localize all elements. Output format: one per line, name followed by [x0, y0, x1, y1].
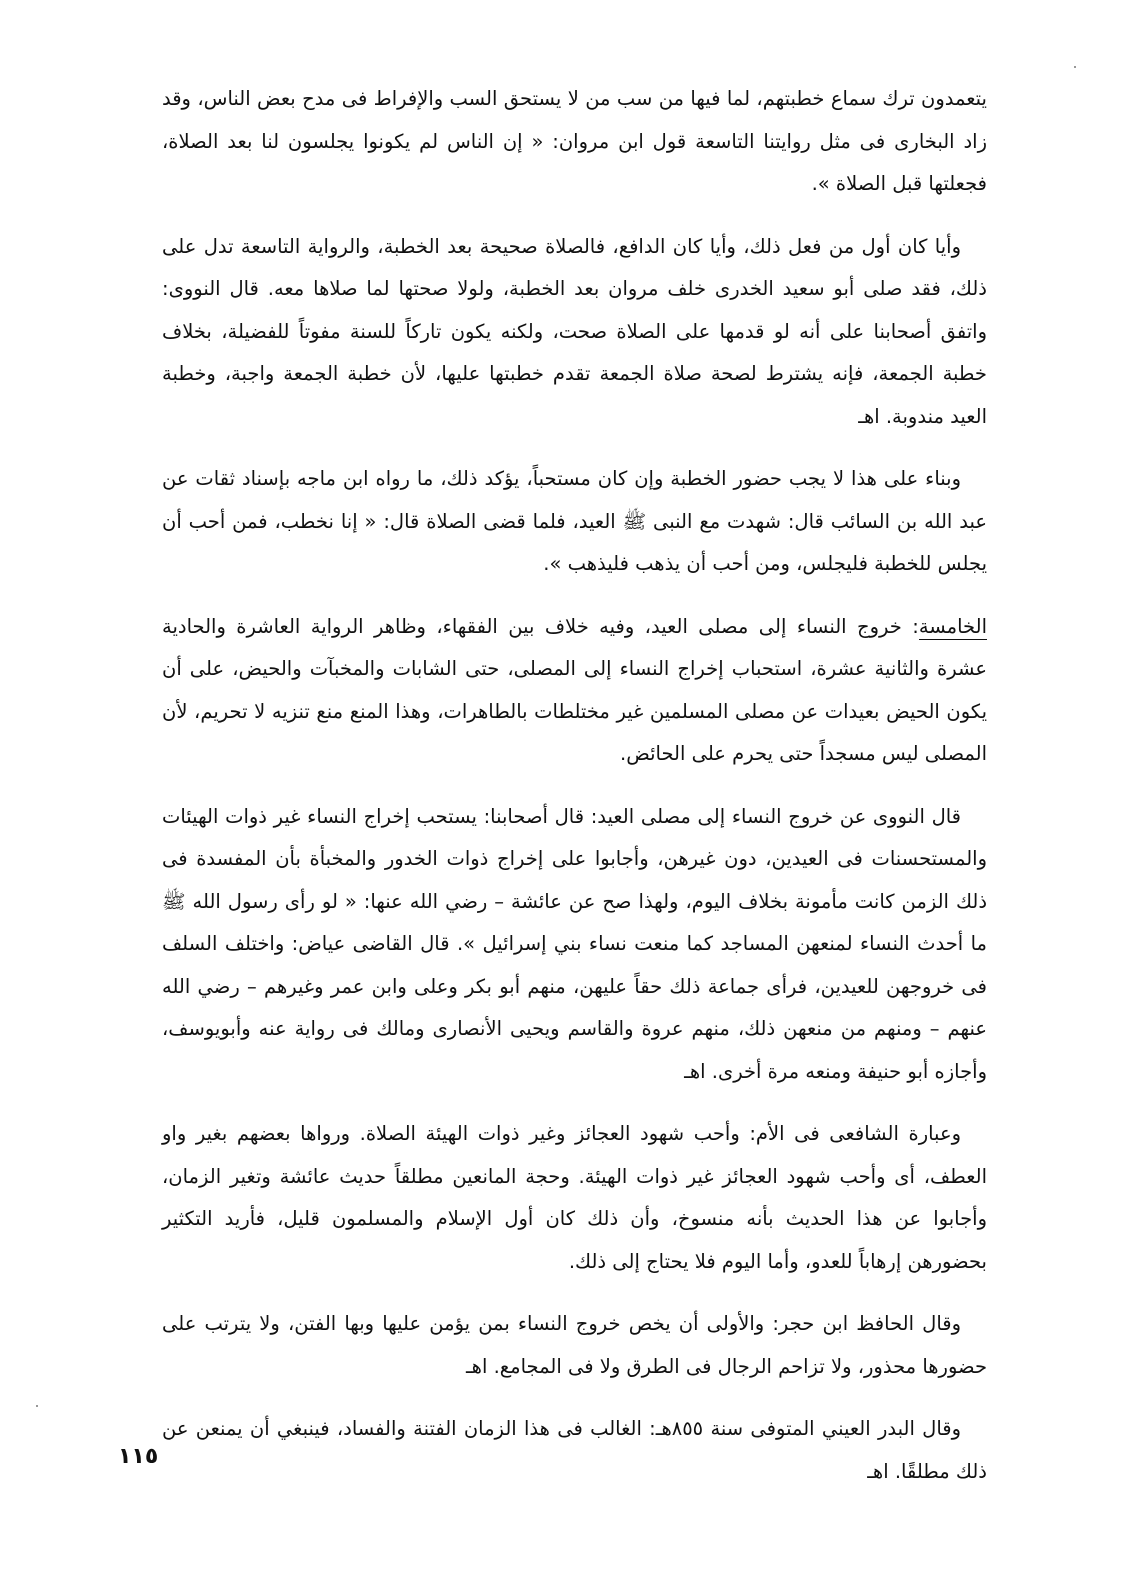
- page-body: [162, 78, 987, 1513]
- paragraph-3: وبناء على هذا لا يجب حضور الخطبة وإن كان مستحباً، يؤكد ذلك، ما رواه ابن ماجه بإسناد ثقات عن عبد الله بن السائب قال: شهدت مع النبى ﷺ العيد، فلما قضى الصلاة قال: « إنا نخطب، فمن أحب أن يجلس للخطبة فليجلس، ومن أحب أن يذهب فليذهب ».: [162, 467, 987, 575]
- paragraph-6: وعبارة الشافعى فى الأم: وأحب شهود العجائز وغير ذوات الهيئة الصلاة. ورواها بعضهم بغير واو العطف، أى وأحب شهود العجائز غير ذوات الهيئة. وحجة المانعين مطلقاً حديث عائشة وتغير الزمان، وأجابوا عن هذا الحديث بأنه منسوخ، وأن ذلك كان أول الإسلام والمسلمون قليل، فأريد التكثير بحضورهن إرهاباً للعدو، وأما اليوم فلا يحتاج إلى ذلك.: [162, 1122, 987, 1273]
- paragraph-7: وقال الحافظ ابن حجر: والأولى أن يخص خروج النساء بمن يؤمن عليها وبها الفتن، ولا يترتب على حضورها محذور، ولا تزاحم الرجال فى الطرق ولا فى المجامع. اهـ: [162, 1312, 987, 1378]
- paragraph-4-text: : خروج النساء إلى مصلى العيد، وفيه خلاف بين الفقهاء، وظاهر الرواية العاشرة والحادية عشرة والثانية عشرة، استحباب إخراج النساء إلى المصلى، حتى الشابات والمخبآت والحيض، على أن يكون الحيض بعيدات عن مصلى المسلمين غير مختلطات بالطاهرات، وهذا المنع منع تنزيه لا تحريم، لأن المصلى ليس مسجداً حتى يحرم على الحائض.: [162, 614, 987, 765]
- page-number: ١١٥: [118, 1444, 159, 1469]
- paragraph-2: وأيا كان أول من فعل ذلك، وأيا كان الدافع، فالصلاة صحيحة بعد الخطبة، والرواية التاسعة تدل على ذلك، فقد صلى أبو سعيد الخدرى خلف مروان بعد الخطبة، ولولا صحتها لما صلاها معه. قال النووى: واتفق أصحابنا على أنه لو قدمها على الصلاة صحت، ولكنه يكون تاركاً للسنة مفوتاً للفضيلة، بخلاف خطبة الجمعة، فإنه يشترط لصحة صلاة الجمعة تقدم خطبتها عليها، لأن خطبة الجمعة واجبة، وخطبة العيد مندوبة. اهـ: [162, 234, 987, 428]
- scan-speck: [1074, 66, 1076, 68]
- paragraph-1: يتعمدون ترك سماع خطبتهم، لما فيها من سب من لا يستحق السب والإفراط فى مدح بعض الناس، وقد زاد البخارى فى مثل روايتنا التاسعة قول ابن مروان: « إن الناس لم يكونوا يجلسون لنا بعد الصلاة، فجعلتها قبل الصلاة ».: [162, 87, 987, 195]
- paragraph-8: وقال البدر العيني المتوفى سنة ٨٥٥هـ: الغالب فى هذا الزمان الفتنة والفساد، فينبغي أن يمنعن عن ذلك مطلقًا. اهـ: [162, 1417, 987, 1483]
- paragraph-5: قال النووى عن خروج النساء إلى مصلى العيد: قال أصحابنا: يستحب إخراج النساء غير ذوات الهيئات والمستحسنات فى العيدين، دون غيرهن، وأجابوا على إخراج ذوات الخدور والمخبأة بأن المفسدة فى ذلك الزمن كانت مأمونة بخلاف اليوم، ولهذا صح عن عائشة – رضي الله عنها: « لو رأى رسول الله ﷺ ما أحدث النساء لمنعهن المساجد كما منعت نساء بني إسرائيل ». قال القاضى عياض: واختلف السلف فى خروجهن للعيدين، فرأى جماعة ذلك حقاً عليهن، منهم أبو بكر وعلى وابن عمر وغيرهم – رضي الله عنهم – ومنهم من منعهن ذلك، منهم عروة والقاسم ويحيى الأنصارى ومالك فى رواية عنه وأبويوسف، وأجازه أبو حنيفة ومنعه مرة أخرى. اهـ: [162, 804, 987, 1083]
- section-heading-fifth: الخامسة: [918, 614, 987, 638]
- scan-speck: [36, 1405, 38, 1407]
- paragraph-4: [162, 606, 987, 776]
